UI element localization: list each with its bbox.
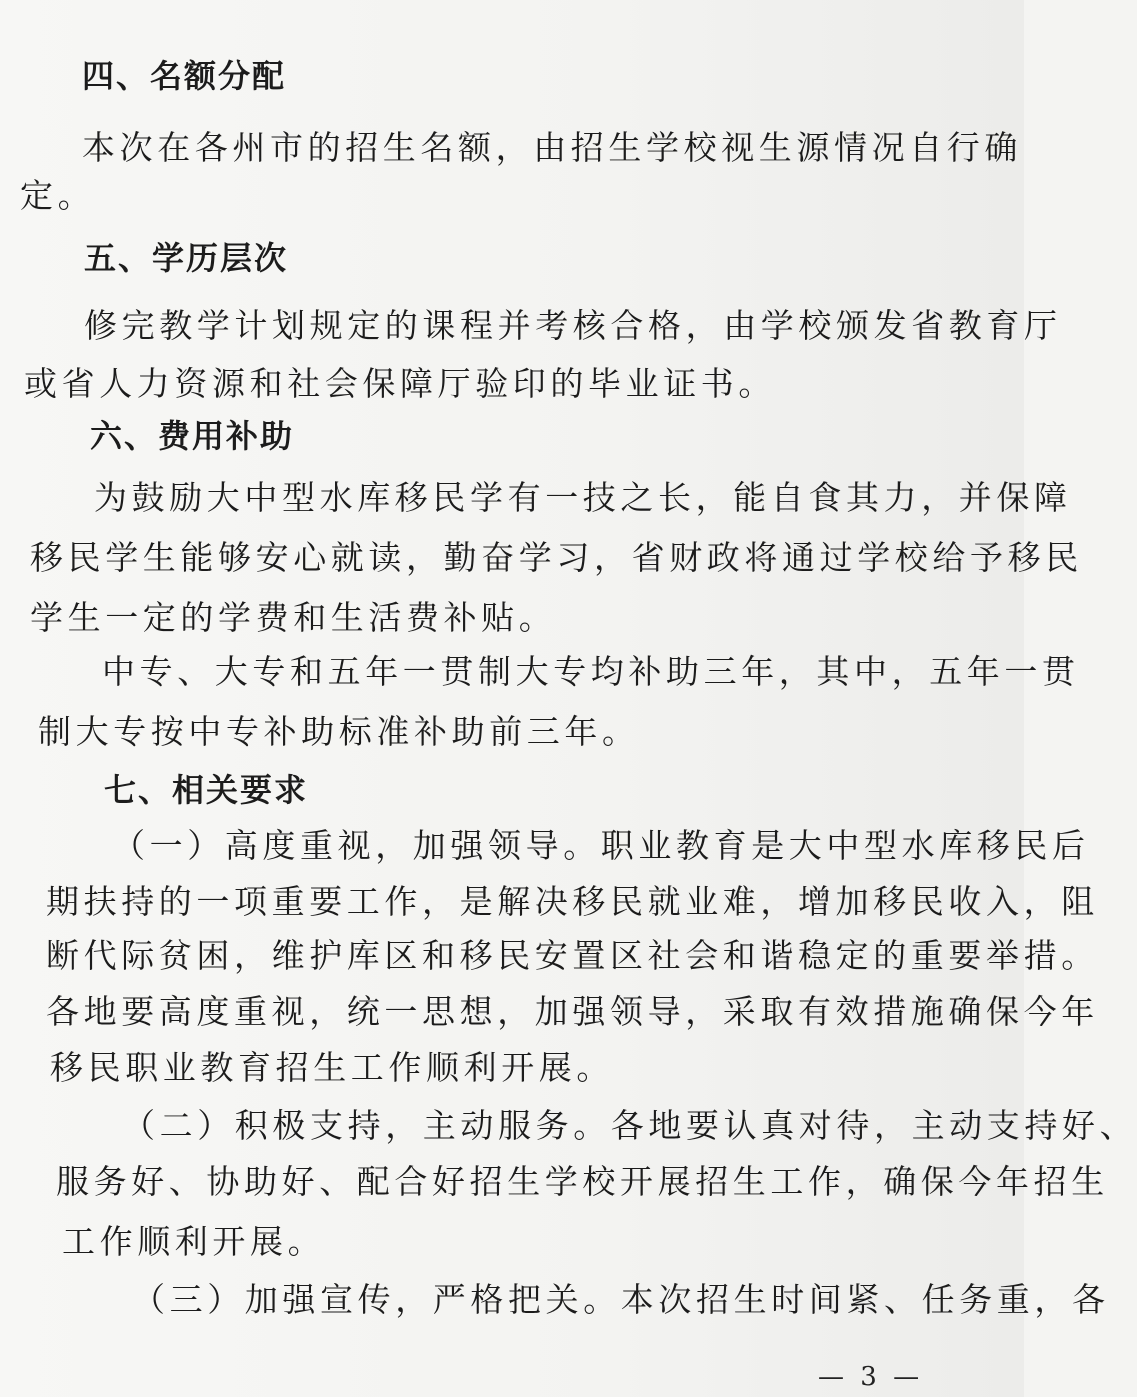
page-number: — 3 —: [818, 1362, 924, 1392]
paragraph-line: 修完教学计划规定的课程并考核合格，由学校颁发省教育厅: [84, 306, 1062, 345]
section-heading-5: 五、学历层次: [84, 239, 289, 277]
paragraph-line: 中专、大专和五年一贯制大专均补助三年，其中，五年一贯: [102, 652, 1080, 691]
paragraph-line: 定。: [20, 176, 96, 215]
paragraph-line: 制大专按中专补助标准补助前三年。: [38, 712, 640, 751]
paragraph-line: 各地要高度重视，统一思想，加强领导，采取有效措施确保今年: [46, 992, 1099, 1031]
paragraph-line: 移民职业教育招生工作顺利开展。: [50, 1048, 614, 1087]
section-heading-4: 四、名额分配: [82, 57, 287, 95]
paragraph-line: 断代际贫困，维护库区和移民安置区社会和谐稳定的重要举措。: [46, 936, 1099, 975]
paragraph-line: 或省人力资源和社会保障厅验印的毕业证书。: [24, 364, 776, 403]
paragraph-line: （二）积极支持，主动服务。各地要认真对待，主动支持好、: [122, 1106, 1137, 1145]
paragraph-line: 工作顺利开展。: [62, 1222, 326, 1261]
paragraph-line: 期扶持的一项重要工作，是解决移民就业难，增加移民收入，阻: [46, 882, 1099, 921]
paragraph-line: 本次在各州市的招生名额，由招生学校视生源情况自行确: [82, 128, 1022, 167]
paragraph-line: （一）高度重视，加强领导。职业教育是大中型水库移民后: [112, 826, 1090, 865]
paragraph-line: （三）加强宣传，严格把关。本次招生时间紧、任务重，各: [132, 1280, 1110, 1319]
paragraph-line: 为鼓励大中型水库移民学有一技之长，能自食其力，并保障: [94, 478, 1072, 517]
paragraph-line: 服务好、协助好、配合好招生学校开展招生工作，确保今年招生: [56, 1162, 1109, 1201]
section-heading-6: 六、费用补助: [90, 417, 295, 455]
paragraph-line: 移民学生能够安心就读，勤奋学习，省财政将通过学校给予移民: [30, 538, 1083, 577]
paragraph-line: 学生一定的学费和生活费补贴。: [30, 598, 557, 637]
section-heading-7: 七、相关要求: [104, 771, 309, 809]
